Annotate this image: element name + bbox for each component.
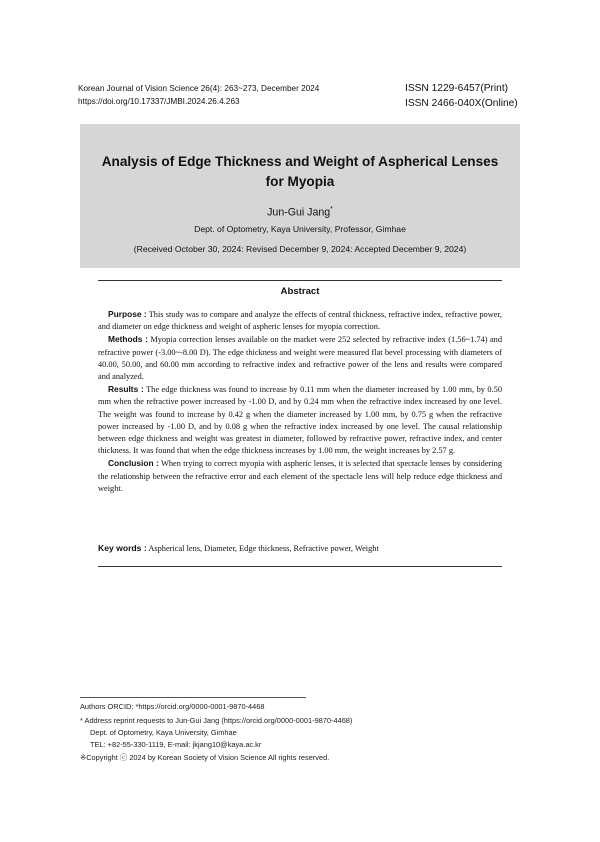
results-label: Results : xyxy=(108,384,144,395)
abstract-methods xyxy=(98,333,502,383)
abstract-top-rule xyxy=(98,280,502,281)
results-text: The edge thickness was found to increase by 0.11 mm when the diameter increased by 1.00 mm, by 0.50 mm when the refractive power increased by -1.00 D, and by 0.24 mm when the refractive index increased by one level. The weight was found to increase by 0.42 g when the diameter increased by 1.00 mm, by 0.75 g when the refractive power increased by -1.00 D, and by 0.08 g when the refractive index increased by one level. The causal relationship between edge thickness and weight was greatest in diameter, followed by refractive power, refractive index, and center thickness. It was found that when the edge thickness increases by 1.00 mm, the weight increases by 2.57 g. xyxy=(98,385,502,456)
methods-text: Myopia correction lenses available on the market were 252 selected by refractive index (1.56~1.74) and refractive power (-3.00~-8.00 D). The edge thickness and weight were measured flat bevel processing with diameters of 40.00, 50.00, and 60.00 mm according to refractive index and refractive power of the lens and results were compared and analyzed. xyxy=(98,335,502,382)
keywords-text: Aspherical lens, Diameter, Edge thickness, Refractive power, Weight xyxy=(146,544,379,553)
abstract-conclusion xyxy=(98,457,502,495)
keywords xyxy=(98,543,502,553)
author-name xyxy=(80,206,520,219)
conclusion-label: Conclusion : xyxy=(108,458,159,469)
purpose-label: Purpose : xyxy=(108,309,147,319)
author-name-text: Jun-Gui Jang xyxy=(267,206,331,219)
keywords-label: Key words : xyxy=(98,543,147,553)
abstract-body xyxy=(98,308,502,495)
issn-online: ISSN 2466-040X(Online) xyxy=(405,98,518,109)
abstract-bottom-rule xyxy=(98,566,502,567)
paper-title xyxy=(80,152,520,192)
issn-print: ISSN 1229-6457(Print) xyxy=(405,83,509,94)
journal-citation: Korean Journal of Vision Science 26(4): 263~273, December 2024 xyxy=(78,84,320,93)
methods-label: Methods : xyxy=(108,334,148,345)
footnote-contact: TEL: +82-55-330-1119, E-mail: jkjang10@kaya.ac.kr xyxy=(90,740,262,749)
author-mark: * xyxy=(330,206,333,213)
author-affiliation: Dept. of Optometry, Kaya University, Professor, Gimhae xyxy=(194,224,406,234)
footnote-dept: Dept. of Optometry, Kaya University, Gimhae xyxy=(90,728,237,737)
abstract-results xyxy=(98,383,502,457)
title-block xyxy=(80,124,520,268)
title-line-1: Analysis of Edge Thickness and Weight of Aspherical Lenses xyxy=(101,154,499,169)
abstract-heading: Abstract xyxy=(280,286,320,297)
footnote-rule xyxy=(80,697,306,698)
received-dates: (Received October 30, 2024: Revised December 9, 2024: Accepted December 9, 2024) xyxy=(133,244,467,254)
title-line-2: for Myopia xyxy=(265,174,335,189)
doi-link[interactable]: https://doi.org/10.17337/JMBI.2024.26.4.263 xyxy=(78,97,240,106)
footnote-copyright: ※Copyright ⓒ 2024 by Korean Society of Vision Science All rights reserved. xyxy=(80,753,330,762)
conclusion-text: When trying to correct myopia with aspheric lenses, it is selected that spectacle lenses by considering the relationship between the refractive error and each element of the spectacle lens will help reduce edge thickness and weight. xyxy=(98,459,502,493)
purpose-text: This study was to compare and analyze the effects of central thickness, refractive index, refractive power, and diameter on edge thickness and weight of aspheric lenses for myopia correction. xyxy=(98,310,502,332)
abstract-purpose xyxy=(98,308,502,333)
footnote-reprint: * Address reprint requests to Jun-Gui Jang (https://orcid.org/0000-0001-9870-4468) xyxy=(80,716,353,725)
footnote-orcid: Authors ORCID: *https://orcid.org/0000-0001-9870-4468 xyxy=(80,702,265,711)
